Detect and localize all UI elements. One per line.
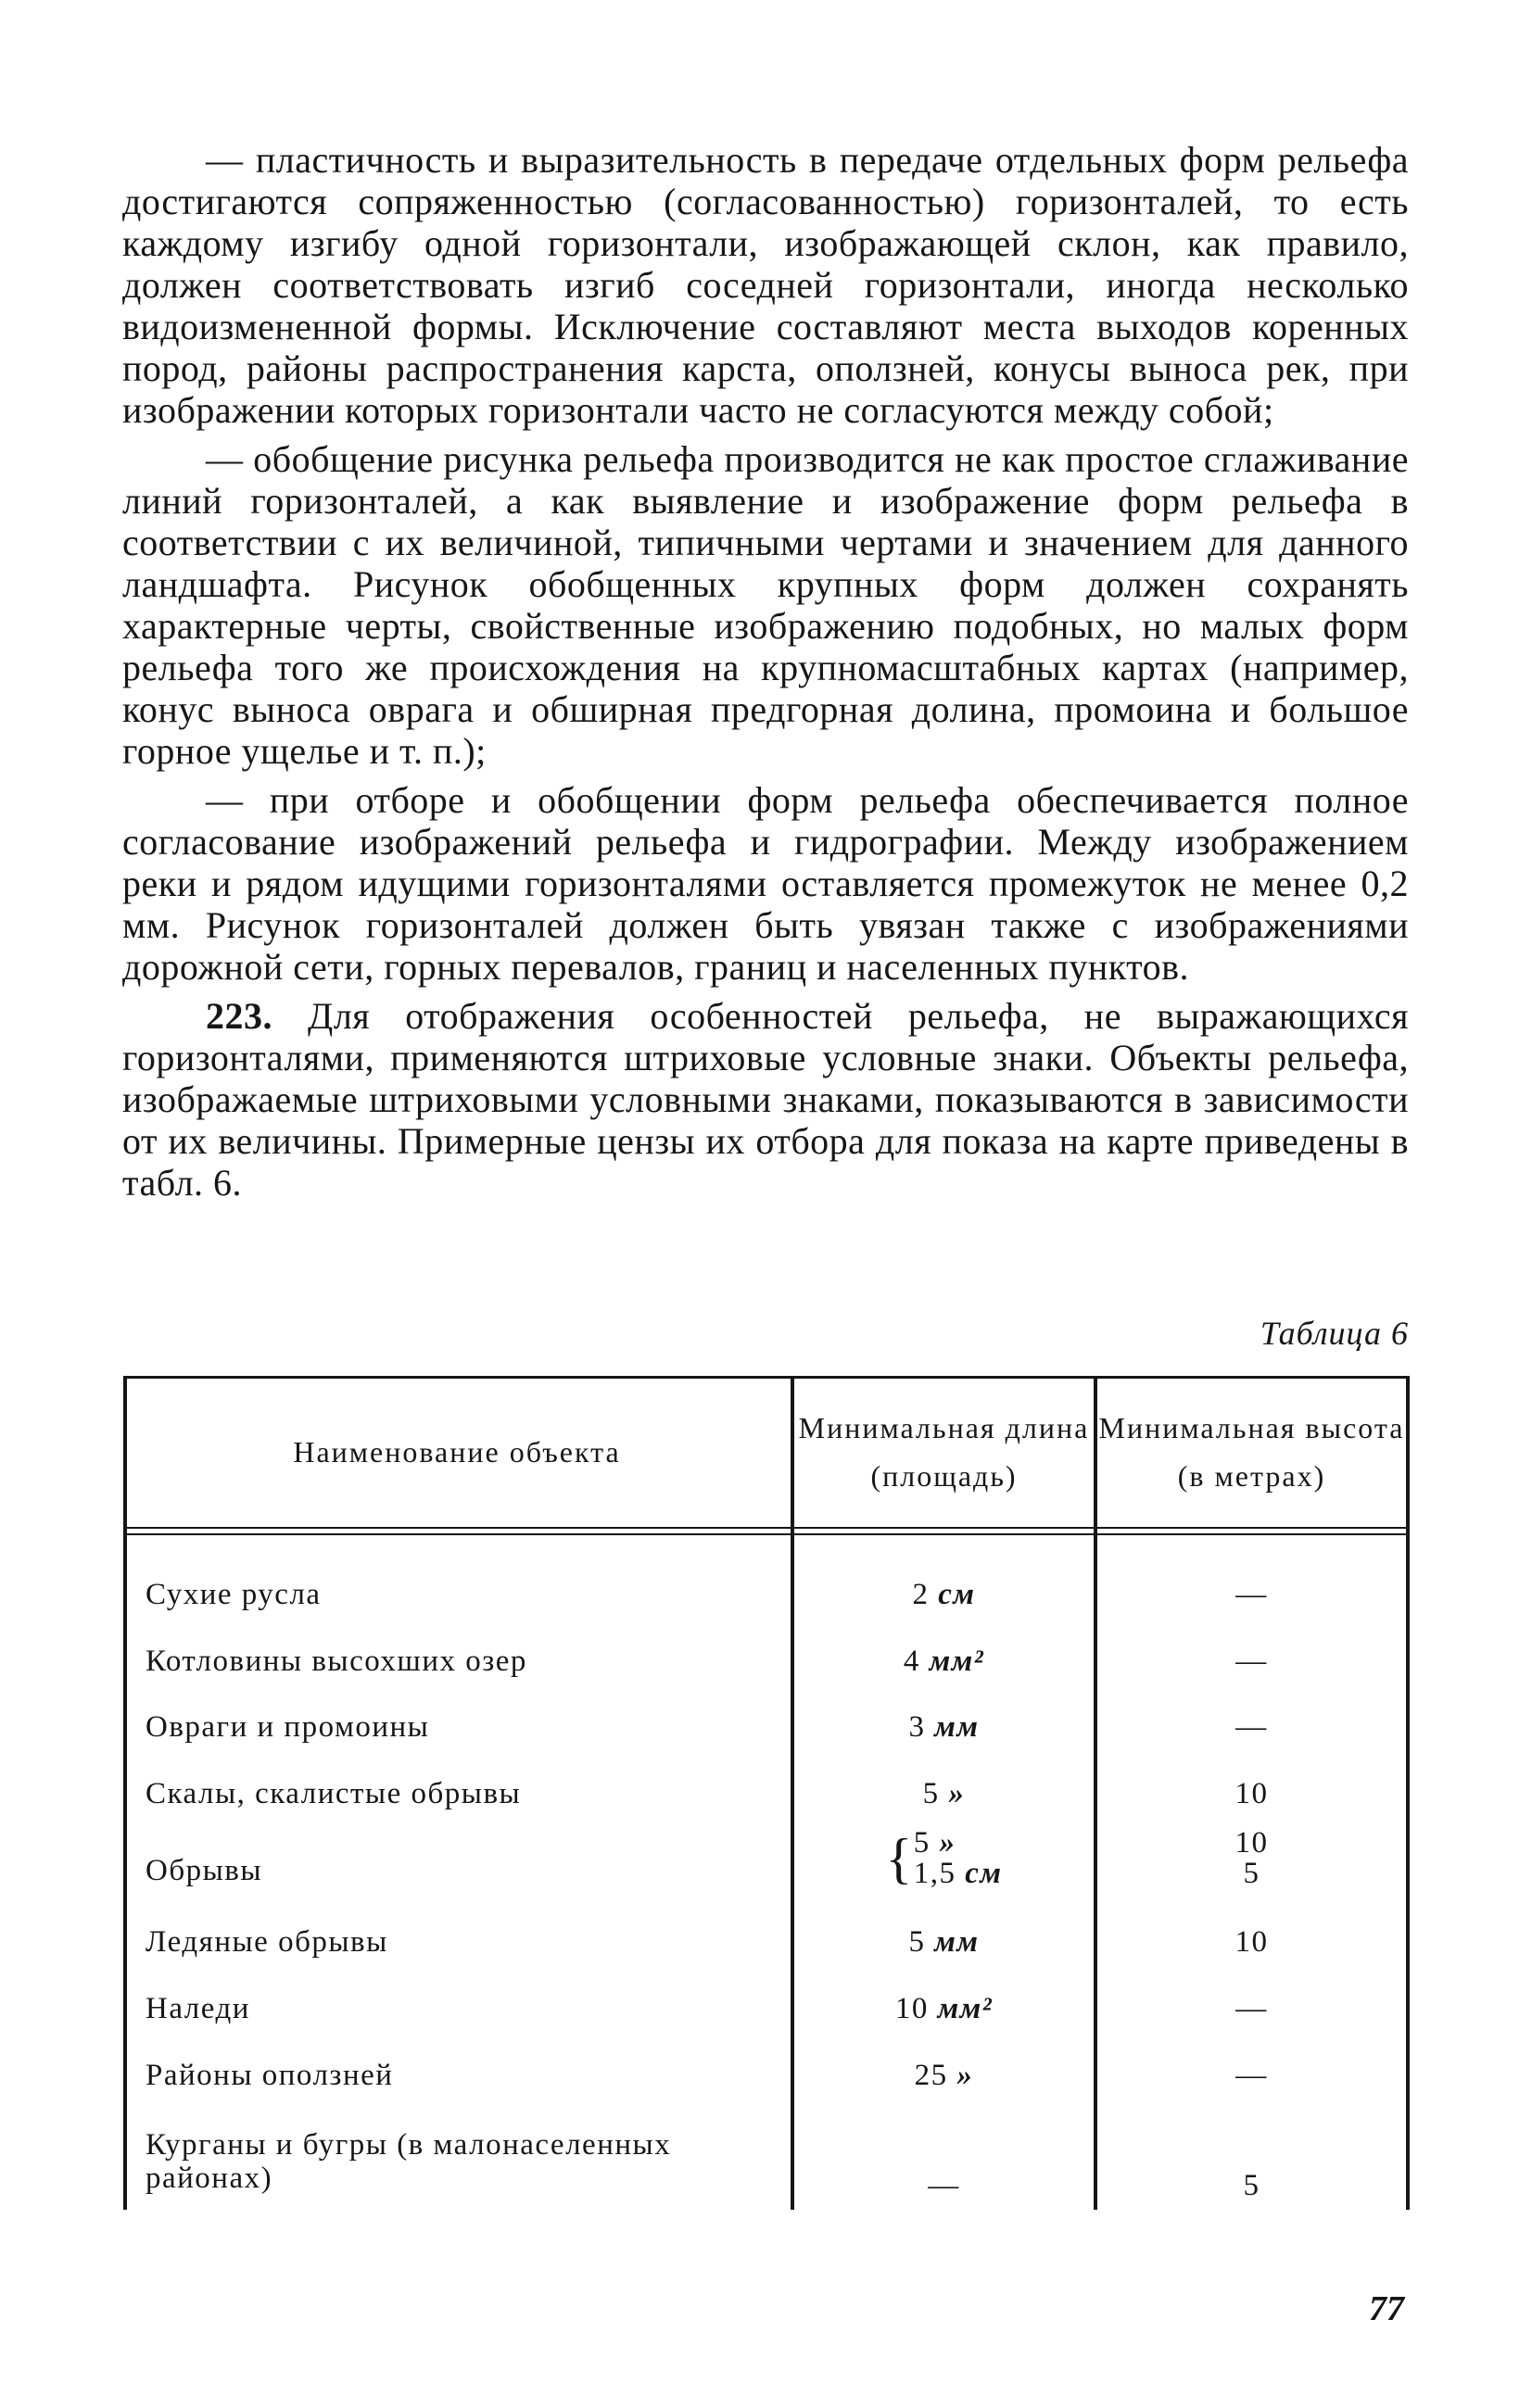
- row-length: 4 мм²: [903, 1645, 985, 1678]
- row-height: —: [1235, 1645, 1268, 1678]
- row-length: {5 » 1,5 см: [885, 1826, 1003, 1890]
- row-length: —: [928, 2169, 960, 2202]
- row-height: —: [1235, 1710, 1268, 1744]
- header-min-height: Минимальная высота (в метрах): [1098, 1410, 1405, 1493]
- paragraph-generalization: — обобщение рисунка рельефа производится не как простое сглаживание линий горизонталей, а как выявление и изображение форм рельефа в соответствии с их величиной, типичными чертами и значением для данного ландшафта. Рисунок обобщенных крупных форм должен сохранять характерные черты, свойственные изображению подобных, но малых форм рельефа того же происхождения на крупномасштабных картах (например, конус выноса оврага и обширная предгорная долина, промоина и большое горное ущелье и т. п.);: [122, 438, 1409, 772]
- row-name: Наледи: [146, 1992, 250, 2025]
- row-length: 25 »: [914, 2059, 974, 2092]
- row-height: 5: [1243, 2169, 1260, 2202]
- paragraph-section-223: [122, 995, 1409, 1204]
- row-name: Котловины высохших озер: [146, 1645, 527, 1678]
- row-height: 10: [1234, 1777, 1269, 1810]
- row-height: —: [1235, 2059, 1268, 2092]
- row-height: —: [1235, 1578, 1268, 1611]
- row-length: 5 мм: [908, 1925, 980, 1959]
- row-height: —: [1235, 1992, 1268, 2025]
- section-text: Для отображения особенностей рельефа, не выражающихся горизонталями, применяются штриховые условные знаки. Объекты рельефа, изображаемые штриховыми условными знаками, показываются в зависимости от их величины. Примерные цензы их отбора для показа на карте приведены в табл. 6.: [122, 995, 1409, 1204]
- row-name: Ледяные обрывы: [146, 1925, 388, 1959]
- header-min-length: Минимальная длина (площадь): [798, 1410, 1090, 1493]
- row-length: 2 см: [912, 1578, 976, 1611]
- row-length: 5 »: [922, 1777, 966, 1810]
- section-number: 223.: [206, 995, 272, 1037]
- row-name: Районы оползней: [146, 2059, 394, 2092]
- paragraph-hydrography: — при отборе и обобщении форм рельефа обеспечивается полное согласование изображений рельефа и гидрографии. Между изображением реки и рядом идущими горизонталями оставляется промежуток не менее 0,2 мм. Рисунок горизонталей должен быть увязан также с изображениями дорожной сети, горных перевалов, границ и населенных пунктов.: [122, 779, 1409, 988]
- row-name: Курганы и бугры (в малонаселенных районах): [146, 2128, 672, 2195]
- row-name: Сухие русла: [146, 1578, 322, 1611]
- row-name: Овраги и промоины: [146, 1710, 430, 1744]
- brace-glyph: {: [885, 1828, 914, 1889]
- row-height: 10: [1234, 1925, 1269, 1959]
- row-length: 10 мм²: [894, 1992, 994, 2025]
- body-text: [122, 139, 1409, 1204]
- row-name: Обрывы: [146, 1854, 263, 1887]
- row-name: Скалы, скалистые обрывы: [146, 1777, 522, 1810]
- selection-criteria-table: [123, 1376, 1410, 2210]
- table-caption: Таблица 6: [1260, 1315, 1409, 1352]
- row-height: 10 5: [1234, 1826, 1269, 1890]
- table-right-border: [1406, 1376, 1410, 2210]
- page-number: 77: [1369, 2289, 1404, 2328]
- header-separator: [123, 1527, 1410, 1535]
- row-length: 3 мм: [908, 1710, 980, 1744]
- paragraph-plasticity: — пластичность и выразительность в передаче отдельных форм рельефа достигаются сопряженностью (согласованностью) горизонталей, то есть каждому изгибу одной горизонтали, изображающей склон, как правило, должен соответствовать изгиб соседней горизонтали, иногда несколько видоизмененной формы. Исключение составляют места выходов коренных пород, районы распространения карста, оползней, конусы выноса рек, при изображении которых горизонтали часто не согласуются между собой;: [122, 139, 1409, 431]
- header-object-name: Наименование объекта: [293, 1434, 621, 1469]
